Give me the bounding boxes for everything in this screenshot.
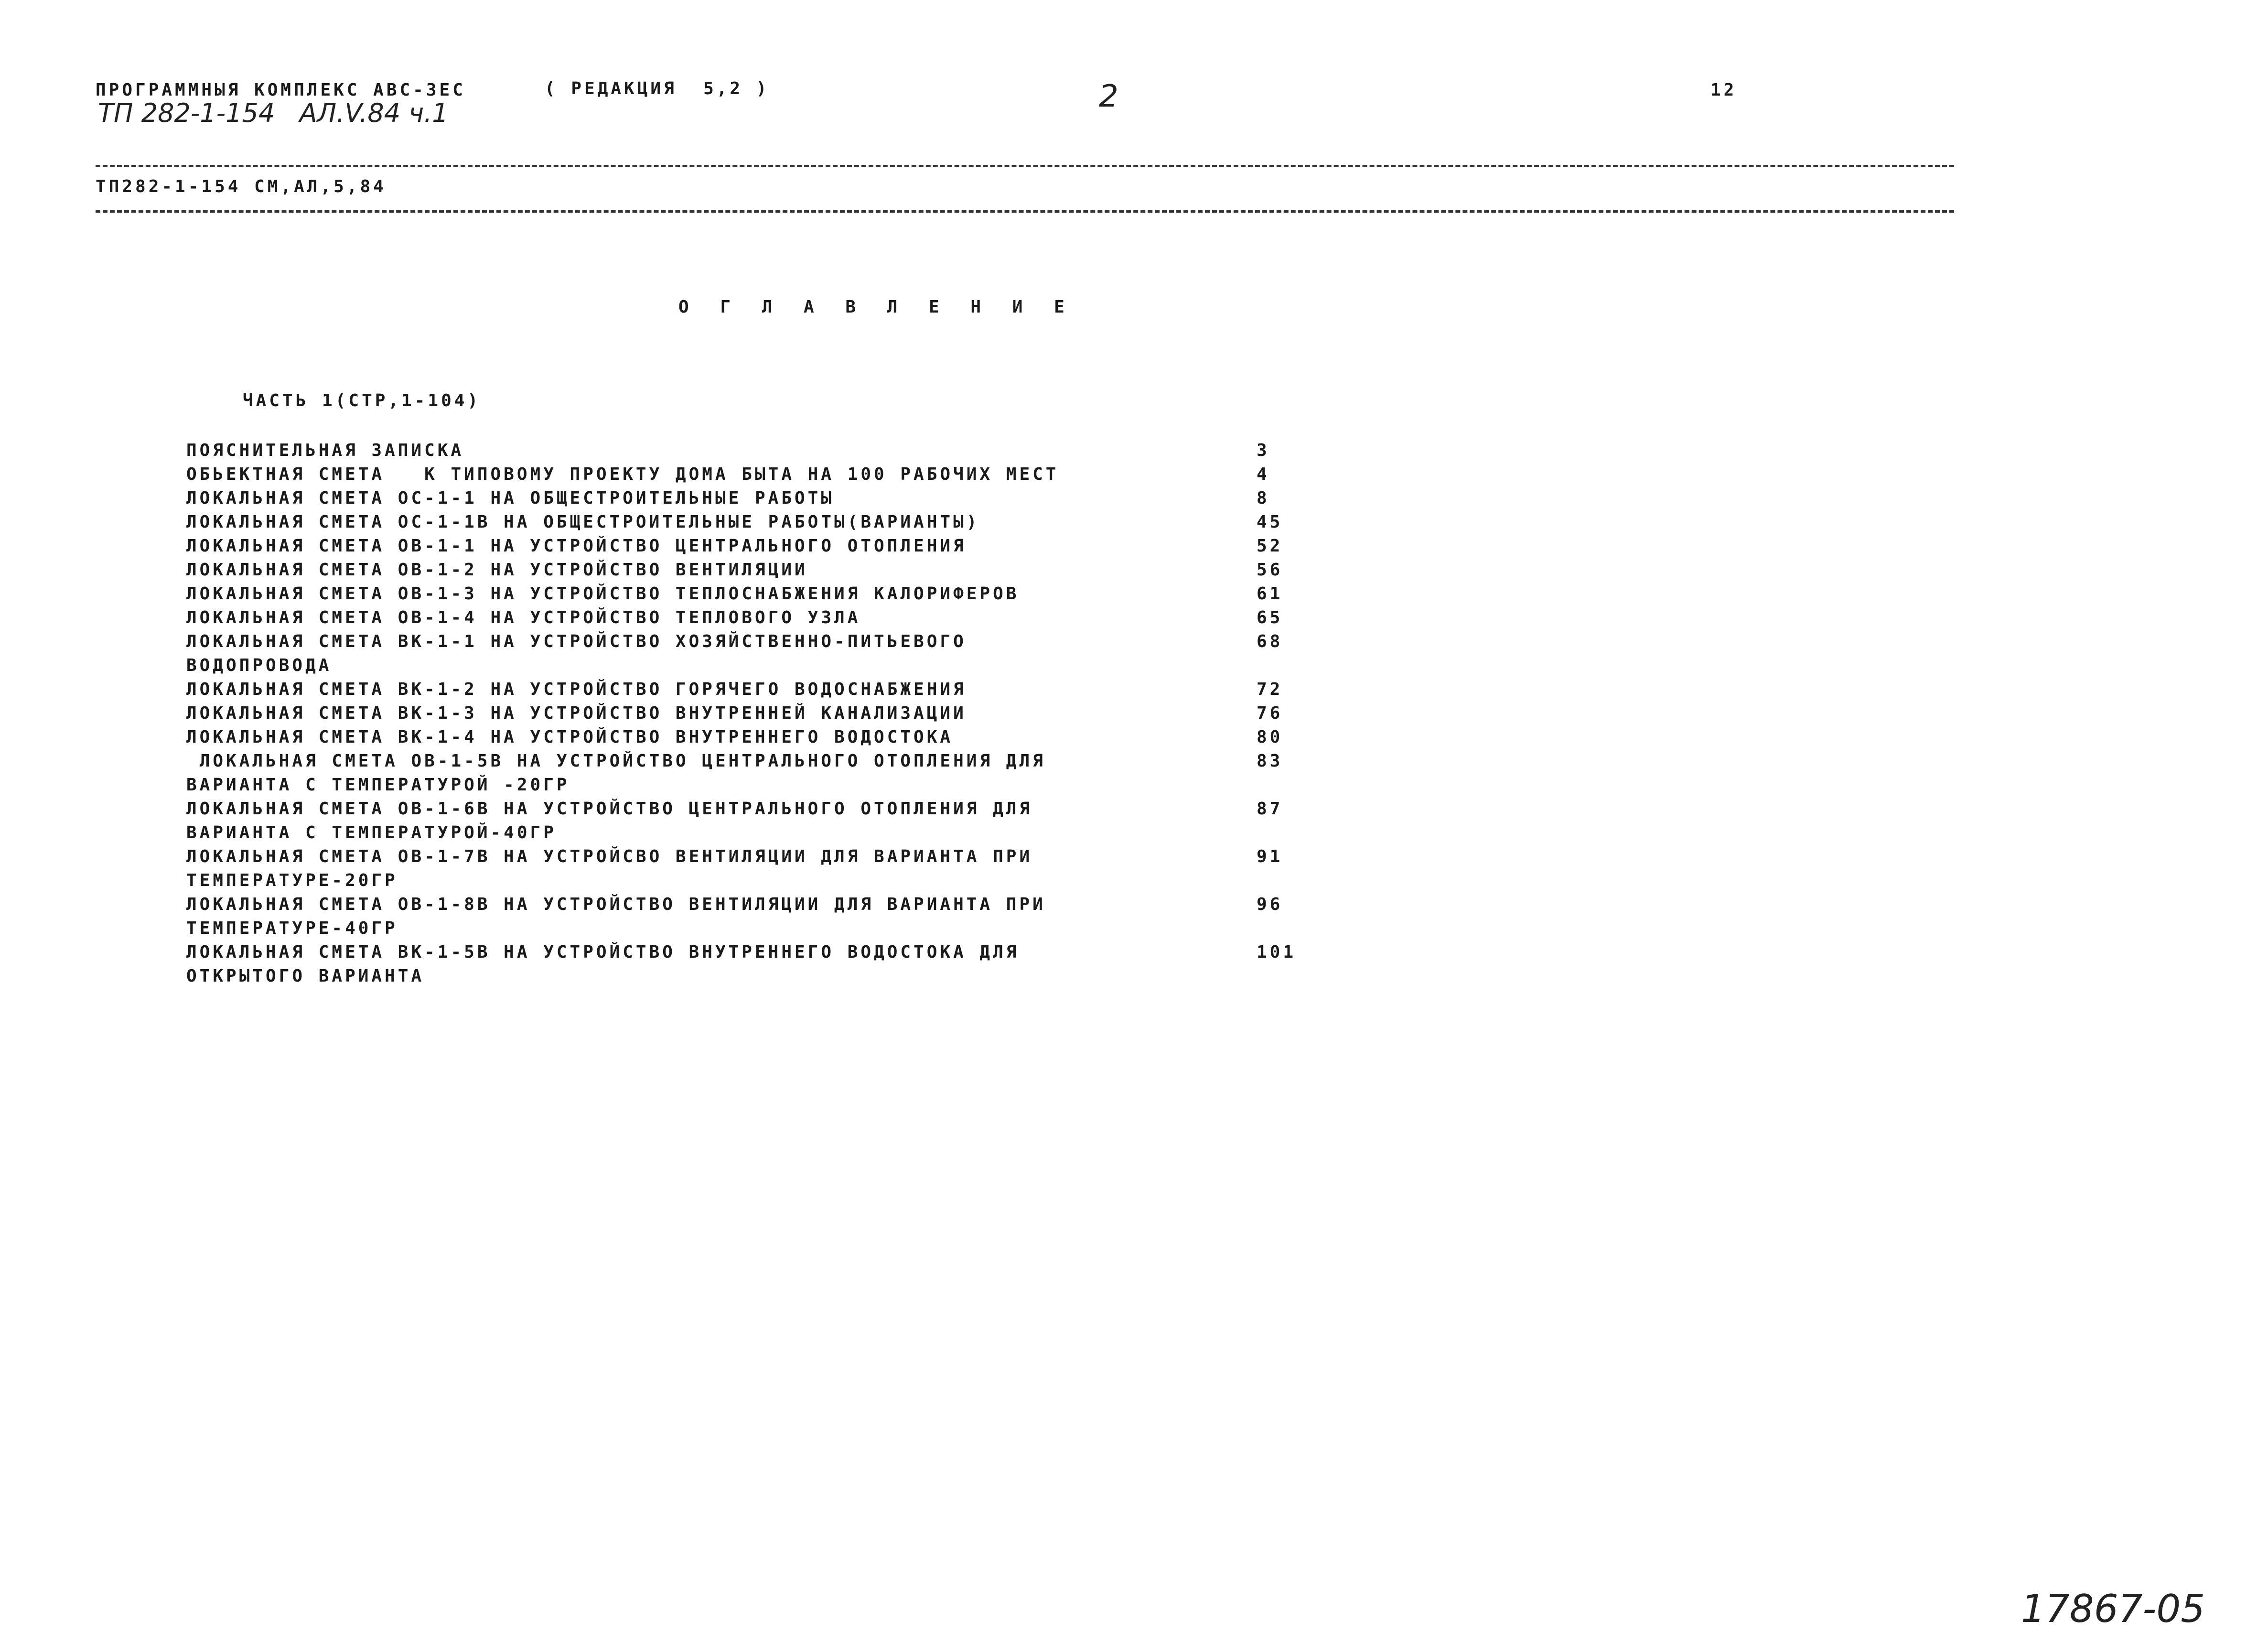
toc-entry (186, 678, 1357, 702)
toc-entry-page: 91 (1257, 847, 1283, 866)
toc-entry (186, 845, 1357, 893)
toc-entry-title: ЛОКАЛЬНАЯ СМЕТА ОС-1-1В НА ОБЩЕСТРОИТЕЛЬНЫЕ РАБОТЫ(ВАРИАНТЫ) (186, 512, 980, 532)
table-of-contents (186, 439, 1357, 988)
handwritten-archive-number: 17867-05 (2021, 1587, 2205, 1631)
toc-entry-page: 61 (1257, 584, 1283, 604)
top-dashed-rule (96, 165, 1954, 167)
toc-entry (186, 510, 1357, 534)
toc-entry (186, 797, 1357, 845)
toc-entry-title: ЛОКАЛЬНАЯ СМЕТА ОВ-1-7В НА УСТРОЙСВО ВЕНТИЛЯЦИИ ДЛЯ ВАРИАНТА ПРИ ТЕМПЕРАТУРЕ-20ГР (186, 847, 1033, 890)
toc-entry-page: 4 (1257, 465, 1270, 484)
toc-entry-title: ЛОКАЛЬНАЯ СМЕТА ОВ-1-8В НА УСТРОЙСТВО ВЕНТИЛЯЦИИ ДЛЯ ВАРИАНТА ПРИ ТЕМПЕРАТУРЕ-40ГР (186, 895, 1046, 938)
toc-entry-page: 8 (1257, 488, 1270, 508)
toc-entry (186, 582, 1357, 606)
toc-entry-page: 76 (1257, 703, 1283, 723)
toc-entry (186, 486, 1357, 510)
toc-entry (186, 893, 1357, 940)
toc-entry-title: ОБЬЕКТНАЯ СМЕТА К ТИПОВОМУ ПРОЕКТУ ДОМА БЫТА НА 100 РАБОЧИХ МЕСТ (186, 465, 1059, 484)
part-heading: ЧАСТЬ 1(СТР,1-104) (243, 391, 481, 411)
toc-entry-page: 87 (1257, 799, 1283, 819)
toc-entry-page: 101 (1257, 942, 1297, 962)
toc-entry-page: 52 (1257, 536, 1283, 556)
toc-entry (186, 702, 1357, 725)
toc-entry (186, 630, 1357, 678)
toc-entry (186, 749, 1357, 797)
toc-entry (186, 463, 1357, 486)
toc-entry (186, 940, 1357, 988)
toc-entry-title: ЛОКАЛЬНАЯ СМЕТА ОВ-1-3 НА УСТРОЙСТВО ТЕПЛОСНАБЖЕНИЯ КАЛОРИФЕРОВ (186, 584, 1020, 604)
toc-entry (186, 558, 1357, 582)
project-code: ТП282-1-154 СМ,АЛ,5,84 (96, 177, 387, 196)
page-number: 12 (1710, 80, 1737, 100)
toc-entry-title: ЛОКАЛЬНАЯ СМЕТА ОВ-1-2 НА УСТРОЙСТВО ВЕНТИЛЯЦИИ (186, 560, 808, 580)
toc-entry-page: 96 (1257, 895, 1283, 914)
toc-entry-page: 45 (1257, 512, 1283, 532)
document-title: О Г Л А В Л Е Н И Е (678, 297, 1075, 317)
toc-entry-title: ПОЯСНИТЕЛЬНАЯ ЗАПИСКА (186, 441, 464, 460)
toc-entry-title: ЛОКАЛЬНАЯ СМЕТА ОВ-1-1 НА УСТРОЙСТВО ЦЕНТРАЛЬНОГО ОТОПЛЕНИЯ (186, 536, 967, 556)
toc-entry-page: 83 (1257, 751, 1283, 771)
toc-entry-title: ЛОКАЛЬНАЯ СМЕТА ВК-1-2 НА УСТРОЙСТВО ГОРЯЧЕГО ВОДОСНАБЖЕНИЯ (186, 680, 967, 699)
toc-entry-page: 56 (1257, 560, 1283, 580)
toc-entry-page: 80 (1257, 727, 1283, 747)
edition-label: ( РЕДАКЦИЯ 5,2 ) (545, 79, 770, 98)
bottom-dashed-rule (96, 210, 1954, 213)
toc-entry-title: ЛОКАЛЬНАЯ СМЕТА ВК-1-3 НА УСТРОЙСТВО ВНУТРЕННЕЙ КАНАЛИЗАЦИИ (186, 703, 967, 723)
toc-entry-page: 3 (1257, 441, 1270, 460)
toc-entry (186, 439, 1357, 463)
toc-entry-title: ЛОКАЛЬНАЯ СМЕТА ВК-1-5В НА УСТРОЙСТВО ВНУТРЕННЕГО ВОДОСТОКА ДЛЯ ОТКРЫТОГО ВАРИАНТА (186, 942, 1020, 986)
toc-entry-title: ЛОКАЛЬНАЯ СМЕТА ОС-1-1 НА ОБЩЕСТРОИТЕЛЬНЫЕ РАБОТЫ (186, 488, 835, 508)
toc-entry-page: 72 (1257, 680, 1283, 699)
toc-entry-title: ЛОКАЛЬНАЯ СМЕТА ВК-1-4 НА УСТРОЙСТВО ВНУТРЕННЕГО ВОДОСТОКА (186, 727, 954, 747)
toc-entry-title: ЛОКАЛЬНАЯ СМЕТА ОВ-1-6В НА УСТРОЙСТВО ЦЕНТРАЛЬНОГО ОТОПЛЕНИЯ ДЛЯ ВАРИАНТА С ТЕМПЕРАТУРОЙ-40ГР (186, 799, 1033, 843)
toc-entry-title: ЛОКАЛЬНАЯ СМЕТА ОВ-1-5В НА УСТРОЙСТВО ЦЕНТРАЛЬНОГО ОТОПЛЕНИЯ ДЛЯ ВАРИАНТА С ТЕМПЕРАТУРОЙ -20ГР (186, 751, 1046, 795)
toc-entry-title: ЛОКАЛЬНАЯ СМЕТА ОВ-1-4 НА УСТРОЙСТВО ТЕПЛОВОГО УЗЛА (186, 608, 861, 627)
handwritten-project-reference: ТП 282-1-154 АЛ.V.84 ч.1 (98, 98, 449, 128)
toc-entry (186, 725, 1357, 749)
toc-entry-page: 68 (1257, 632, 1283, 651)
handwritten-sheet-number: 2 (1099, 79, 1118, 114)
toc-entry (186, 606, 1357, 630)
toc-entry-title: ЛОКАЛЬНАЯ СМЕТА ВК-1-1 НА УСТРОЙСТВО ХОЗЯЙСТВЕННО-ПИТЬЕВОГО ВОДОПРОВОДА (186, 632, 967, 675)
toc-entry (186, 534, 1357, 558)
program-title: ПРОГРАММНЫЯ КОМПЛЕКС АВС-ЗЕС (96, 80, 466, 100)
toc-entry-page: 65 (1257, 608, 1283, 627)
